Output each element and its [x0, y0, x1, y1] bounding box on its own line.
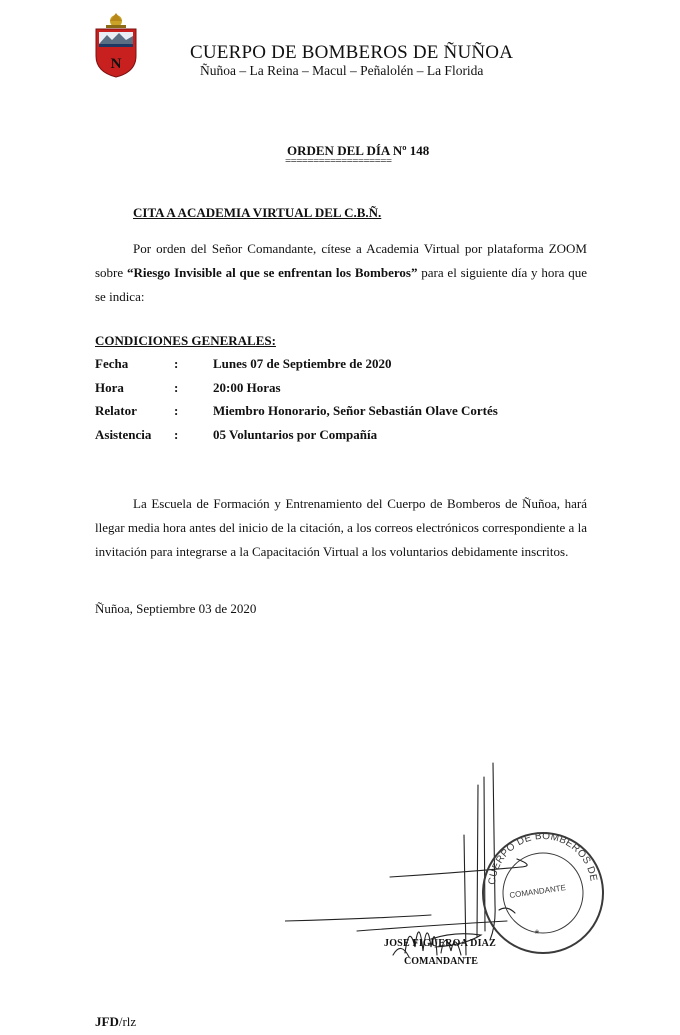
- condition-label: Fecha: [95, 356, 129, 371]
- fire-brigade-crest-icon: [93, 12, 139, 78]
- crest-letter: N: [110, 56, 122, 72]
- order-title: ORDEN DEL DÍA Nº 148: [287, 143, 430, 158]
- signer-role: COMANDANTE: [404, 956, 478, 967]
- intro-paragraph: [95, 237, 587, 309]
- author-initials: JFD: [95, 1014, 119, 1029]
- intro-text-end: para el siguiente día y hora que se indica:: [95, 265, 587, 304]
- condition-value: 20:00 Horas: [213, 380, 281, 395]
- conditions-heading: CONDICIONES GENERALES:: [95, 333, 276, 348]
- condition-value: Lunes 07 de Septiembre de 2020: [213, 356, 392, 371]
- signer-name: JOSE FIGUEROA DIAZ: [384, 938, 496, 949]
- condition-row-relator: [95, 403, 575, 421]
- organization-name: CUERPO DE BOMBEROS DE ÑUÑOA: [190, 42, 514, 63]
- condition-value: Miembro Honorario, Señor Sebastián Olave Cortés: [213, 403, 498, 418]
- reference-initials: [95, 1014, 136, 1030]
- subject-heading: CITA A ACADEMIA VIRTUAL DEL C.B.Ñ.: [133, 205, 382, 220]
- crest-graphic: [93, 12, 139, 78]
- official-stamp-icon: [285, 755, 603, 953]
- typist-initials: /rlz: [118, 1014, 137, 1029]
- condition-value: 05 Voluntarios por Compañía: [213, 427, 378, 442]
- topic-title: “Riesgo Invisible al que se enfrentan los Bomberos”: [126, 265, 418, 280]
- condition-label: Relator: [95, 403, 137, 418]
- condition-separator: :: [174, 356, 179, 371]
- stamp-center-text: COMANDANTE: [508, 883, 567, 900]
- condition-separator: :: [174, 403, 179, 418]
- condition-separator: :: [174, 380, 179, 395]
- intro-text-start: Por orden del Señor Comandante, cítese a Academia Virtual por plataforma ZOOM sobre: [95, 241, 587, 280]
- condition-label: Hora: [95, 380, 124, 395]
- condition-row-asistencia: [95, 427, 575, 445]
- handwritten-signature-icon: [285, 763, 527, 957]
- condition-label: Asistencia: [95, 427, 152, 442]
- place-and-date: Ñuñoa, Septiembre 03 de 2020: [95, 601, 257, 616]
- body-paragraph: La Escuela de Formación y Entrenamiento del Cuerpo de Bomberos de Ñuñoa, hará llegar media hora antes del inicio de la citación, a los correos electrónicos correspondiente a la invitación para integrarse a la Capacitación Virtual a los voluntarios debidamente inscritos.: [95, 496, 587, 559]
- stamp-star: *: [534, 927, 540, 941]
- condition-row-fecha: [95, 356, 575, 374]
- condition-row-hora: [95, 380, 575, 398]
- organization-communes: Ñuñoa – La Reina – Macul – Peñalolén – La Florida: [200, 63, 484, 78]
- order-title-rule: ===================: [285, 155, 392, 167]
- stamp-ring-text: CUERPO DE BOMBEROS DE: [486, 830, 599, 886]
- condition-separator: :: [174, 427, 179, 442]
